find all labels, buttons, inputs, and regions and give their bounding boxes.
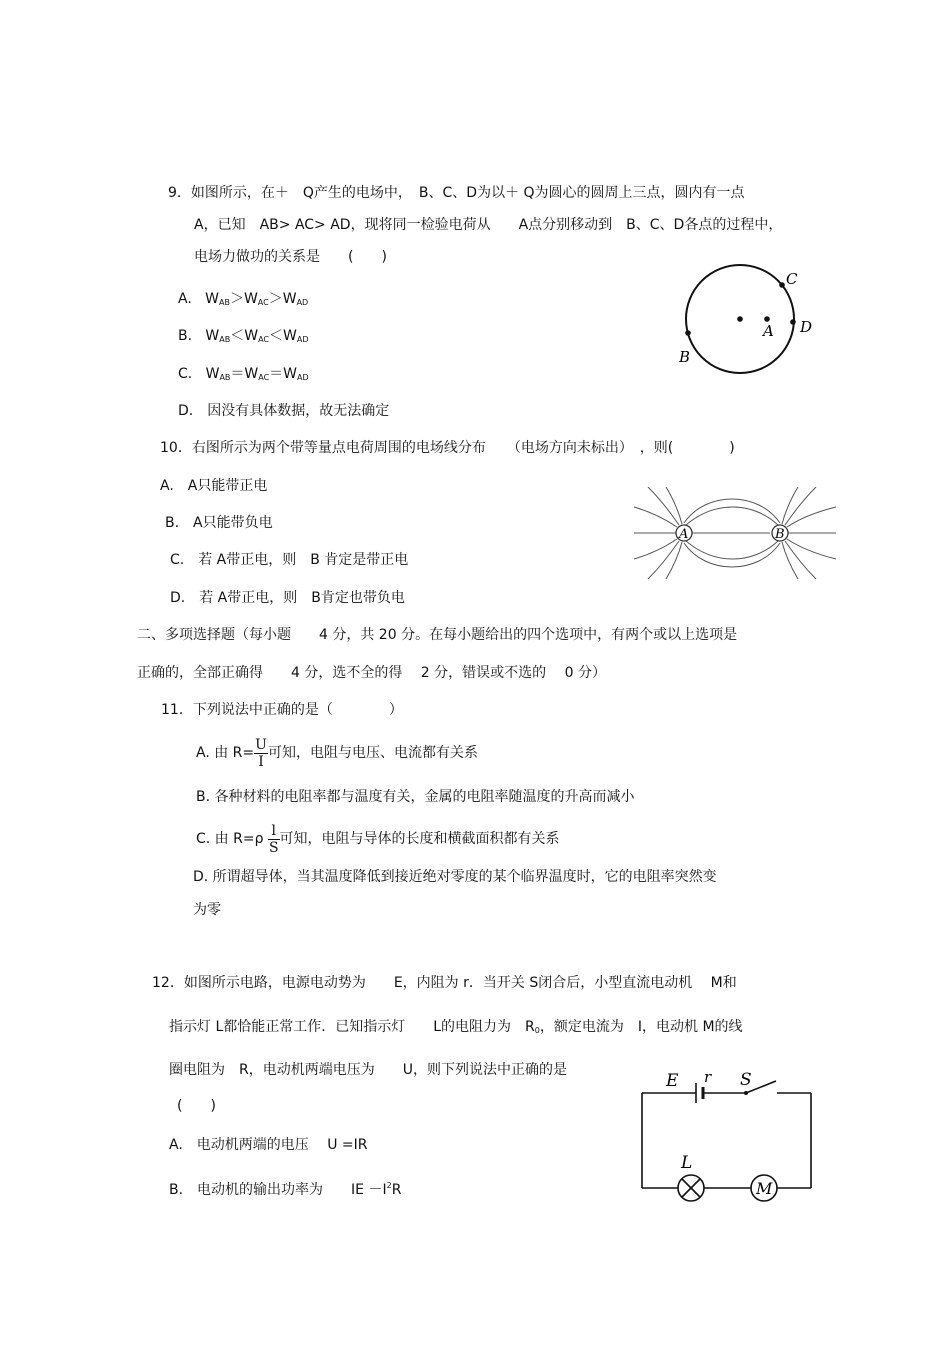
q12-option-b: B. 电动机的输出功率为 IE $-I^2R$ [169, 1181, 402, 1198]
formula-l-over-s: $\frac{l}{S}$ [268, 822, 279, 856]
point-a-dot [764, 316, 770, 322]
q11-option-d-line1: D. 所谓超导体，当其温度降低到接近绝对零度的某个临界温度时，它的电阻率突然变 [193, 869, 717, 885]
q9-stem-line1: 9．如图所示，在＋ Q产生的电场中， B、C、D为以＋ Q为圆心的圆周上三点，圆内有一点 [168, 185, 745, 201]
q11-stem: 11．下列说法中正确的是（ ） [161, 702, 403, 718]
center-charge-dot [737, 316, 743, 322]
q9-option-c: C. $W_{AB}=W_{AC}=W_{AD}$ [178, 366, 309, 382]
q9-option-b: B. $W_{AB}<W_{AC}<W_{AD}$ [178, 328, 309, 344]
q9-option-a: A. $W_{AB}>W_{AC}>W_{AD}$ [178, 291, 309, 307]
q12-stem-line4: ( ) [177, 1098, 216, 1114]
label-charge-b: B [775, 527, 785, 542]
label-l: L [681, 1153, 693, 1173]
section2-heading-line1: 二、多项选择题（每小题 4 分，共 20 分。在每小题给出的四个选项中，有两个或以上选项是 [137, 627, 738, 643]
q11-option-d-line2: 为零 [193, 902, 221, 918]
q12-option-a: A. 电动机两端的电压 U =IR [169, 1137, 368, 1153]
q9-stem-line3: 电场力做功的关系是 ( ) [194, 249, 387, 265]
q12-stem-line3: 圈电阻为 R，电动机两端电压为 U，则下列说法中正确的是 [169, 1062, 567, 1078]
q11-option-b: B. 各种材料的电阻率都与温度有关，金属的电阻率随温度的升高而减小 [196, 789, 635, 805]
q11-option-a: A. 由 R= $\frac{U}{I}$ 可知，电阻与电压、电流都有关系 [196, 736, 478, 770]
point-c-dot [779, 282, 785, 288]
q12-circuit-figure [636, 1064, 818, 1204]
q10-field-lines-figure [634, 487, 836, 579]
label-a: A [763, 322, 774, 340]
q12-stem-line2: 指示灯 L都恰能正常工作．已知指示灯 L的电阻力为 $R_0$，额定电流为 I，电动机 M的线 [169, 1019, 743, 1035]
formula-u-over-i: $\frac{U}{I}$ [255, 736, 267, 770]
q11-option-c: C. 由 R=ρ $\frac{l}{S}$ 可知，电阻与导体的长度和横截面积都有关系 [196, 822, 560, 856]
point-b-dot [685, 330, 691, 336]
q10-option-d: D. 若 A带正电，则 B肯定也带负电 [170, 590, 405, 606]
label-c: C [786, 270, 798, 288]
q9-option-d: D. 因没有具体数据，故无法确定 [178, 403, 390, 419]
label-charge-a: A [679, 527, 689, 542]
q10-option-a: A. A只能带正电 [160, 478, 268, 494]
q10-option-b: B. A只能带负电 [165, 515, 273, 531]
label-r: r [704, 1068, 712, 1086]
q9-stem-line2: A，已知 AB> AC> AD，现将同一检验电荷从 A点分别移动到 B、C、D各点的过程中， [194, 217, 783, 233]
q9-circle-figure [676, 258, 826, 382]
label-m: M [756, 1179, 773, 1198]
q10-stem: 10．右图所示为两个带等量点电荷周围的电场线分布 （电场方向未标出） ，则( ) [160, 440, 735, 456]
point-d-dot [790, 319, 796, 325]
switch-pivot [744, 1091, 748, 1095]
section2-heading-line2: 正确的，全部正确得 4 分，选不全的得 2 分，错误或不选的 0 分） [137, 665, 606, 681]
label-s: S [740, 1070, 752, 1090]
q10-option-c: C. 若 A带正电，则 B 肯定是带正电 [170, 552, 409, 568]
label-b: B [679, 348, 691, 366]
q12-stem-line1: 12．如图所示电路，电源电动势为 E，内阻为 r．当开关 S闭合后，小型直流电动机 M和 [152, 975, 737, 991]
label-d: D [800, 318, 813, 336]
label-e: E [666, 1071, 679, 1091]
